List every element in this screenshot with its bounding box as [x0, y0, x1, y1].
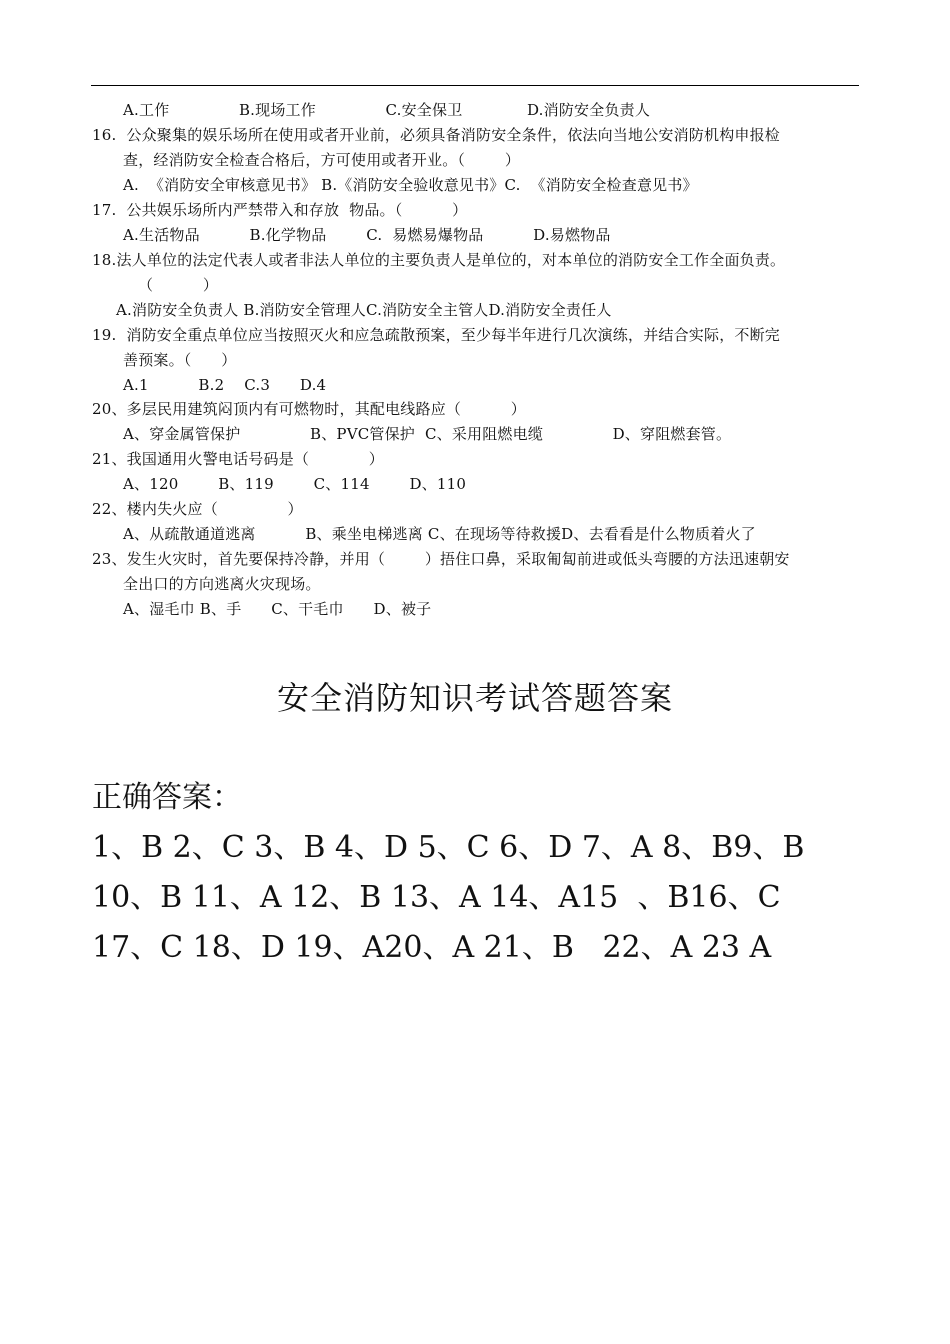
answers-line1: 1、B 2、C 3、B 4、D 5、C 6、D 7、A 8、B9、B: [92, 830, 805, 865]
q22-options: A、从疏散通道逃离 B、乘坐电梯逃离 C、在现场等待救援D、去看看是什么物质着火了: [123, 525, 756, 543]
answers-title: 安全消防知识考试答题答案: [276, 679, 673, 717]
answers-line2: 10、B 11、A 12、B 13、A 14、A15 、B16、C: [92, 880, 781, 915]
q16-options: A. 《消防安全审核意见书》 B.《消防安全验收意见书》C. 《消防安全检查意见书》: [123, 176, 698, 194]
header-rule: [91, 85, 859, 86]
q15-options: A.工作 B.现场工作 C.安全保卫 D.消防安全负责人: [123, 101, 651, 119]
q23-text-line2: 全出口的方向逃离火灾现场。: [123, 575, 321, 593]
q16-text-line1: 16. 公众聚集的娱乐场所在使用或者开业前，必须具备消防安全条件，依法向当地公安消防机构申报检: [92, 126, 780, 144]
q19-text-line1: 19. 消防安全重点单位应当按照灭火和应急疏散预案，至少每半年进行几次演练，并结合实际，不断完: [92, 326, 780, 344]
q22-text: 22、楼内失火应（ ）: [92, 500, 303, 518]
q19-text-line2: 善预案。（ ）: [123, 351, 237, 369]
q17-options: A.生活物品 B.化学物品 C. 易燃易爆物品 D.易燃物品: [123, 226, 611, 244]
q21-options: A、120 B、119 C、114 D、110: [123, 475, 467, 493]
q16-text-line2: 查，经消防安全检查合格后，方可使用或者开业。（ ）: [123, 151, 521, 169]
q18-text-line1: 18.法人单位的法定代表人或者非法人单位的主要负责人是单位的，对本单位的消防安全工作全面负责。: [92, 251, 786, 269]
answers-line3: 17、C 18、D 19、A20、A 21、B 22、A 23 A: [92, 930, 772, 965]
q18-text-line2: （ ）: [138, 276, 219, 294]
q17-text: 17. 公共娱乐场所内严禁带入和存放 物品。（ ）: [92, 201, 468, 219]
q21-text: 21、我国通用火警电话号码是（ ）: [92, 450, 384, 468]
q18-options: A.消防安全负责人 B.消防安全管理人C.消防安全主管人D.消防安全责任人: [116, 301, 612, 319]
q20-text: 20、多层民用建筑闷顶内有可燃物时，其配电线路应（ ）: [92, 400, 526, 418]
answers-heading: 正确答案：: [92, 780, 242, 815]
q23-text-line1: 23、发生火灾时，首先要保持冷静，并用（ ）捂住口鼻，采取匍匐前进或低头弯腰的方法迅速朝安: [92, 550, 790, 568]
q23-options: A、湿毛巾 B、手 C、干毛巾 D、被子: [123, 600, 432, 618]
q20-options: A、穿金属管保护 B、PVC管保护 C、采用阻燃电缆 D、穿阻燃套管。: [123, 425, 732, 443]
q19-options: A.1 B.2 C.3 D.4: [123, 376, 327, 394]
